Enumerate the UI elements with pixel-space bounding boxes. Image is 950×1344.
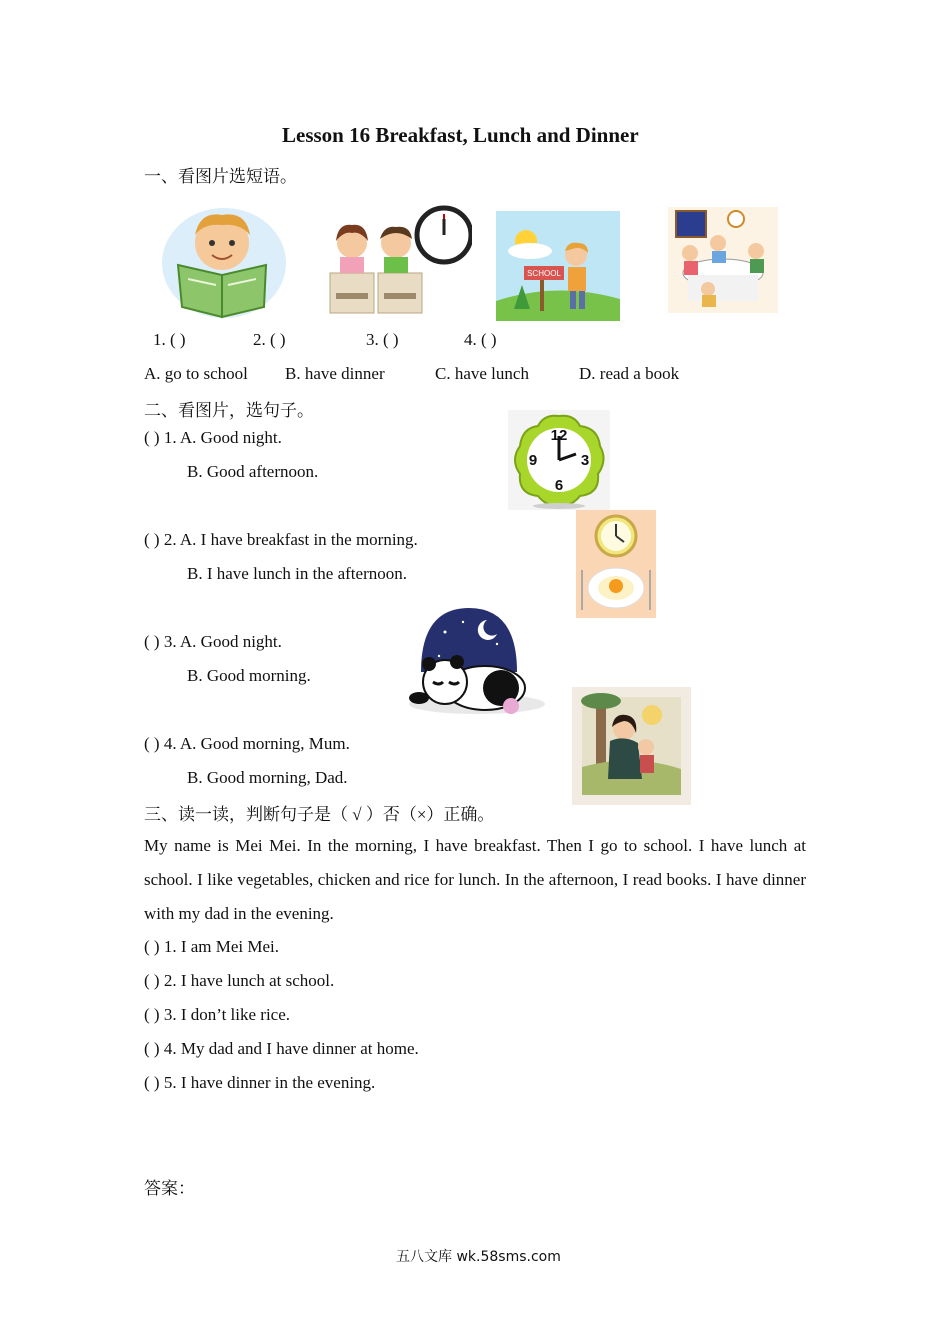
option-c: C. have lunch xyxy=(435,364,529,383)
blank-2[interactable]: 2. ( ) xyxy=(253,330,286,349)
alarm-clock-picture xyxy=(508,410,610,510)
school-sign-text: SCHOOL xyxy=(527,269,561,278)
option-a: A. go to school xyxy=(144,364,248,383)
blank-1[interactable]: 1. ( ) xyxy=(153,330,186,349)
s3-item-5[interactable]: ( ) 5. I have dinner in the evening. xyxy=(144,1073,376,1092)
s2-q1-stem[interactable]: ( ) 1. A. Good night. xyxy=(144,428,282,447)
s2-q4-stem[interactable]: ( ) 4. A. Good morning, Mum. xyxy=(144,734,350,753)
breakfast-egg-picture xyxy=(576,510,656,618)
boy-reading-picture xyxy=(160,205,288,323)
s3-item-3[interactable]: ( ) 3. I don’t like rice. xyxy=(144,1005,291,1024)
option-b: B. have dinner xyxy=(285,364,385,383)
footer-watermark: 五八文库 wk.58sms.com xyxy=(396,1249,561,1265)
s3-item-2[interactable]: ( ) 2. I have lunch at school. xyxy=(144,971,335,990)
svg-text:12: 12 xyxy=(550,427,568,444)
reading-passage: My name is Mei Mei. In the morning, I have breakfast. Then I go to school. I have lunch at school. I like vegetables, chicken and rice for lunch. In the afternoon, I read books. I have dinner with my dad in the evening. xyxy=(144,836,806,923)
mother-child-picture xyxy=(572,687,691,805)
family-dinner-picture xyxy=(668,207,778,313)
blank-3[interactable]: 3. ( ) xyxy=(366,330,399,349)
s2-q1-option-b: B. Good afternoon. xyxy=(187,462,319,481)
section3-heading: 三、读一读，判断句子是（ √ ）否（×）正确。 xyxy=(144,805,495,824)
answer-label: 答案： xyxy=(144,1179,195,1198)
section2-heading: 二、看图片，选句子。 xyxy=(144,401,314,420)
page-title: Lesson 16 Breakfast, Lunch and Dinner xyxy=(282,123,639,147)
sleeping-panda-picture xyxy=(405,604,547,720)
option-d: D. read a book xyxy=(579,364,680,383)
going-to-school-picture xyxy=(496,211,620,321)
svg-text:9: 9 xyxy=(528,452,538,469)
s2-q2-option-b: B. I have lunch in the afternoon. xyxy=(187,564,407,583)
s3-item-4[interactable]: ( ) 4. My dad and I have dinner at home. xyxy=(144,1039,419,1058)
s3-item-1[interactable]: ( ) 1. I am Mei Mei. xyxy=(144,937,280,956)
blank-4[interactable]: 4. ( ) xyxy=(464,330,497,349)
s2-q3-stem[interactable]: ( ) 3. A. Good night. xyxy=(144,632,282,651)
svg-text:3: 3 xyxy=(580,452,590,469)
section1-heading: 一、看图片选短语。 xyxy=(144,167,297,186)
kids-lunch-clock-picture xyxy=(322,205,472,317)
s2-q2-stem[interactable]: ( ) 2. A. I have breakfast in the morning. xyxy=(144,530,418,549)
s2-q4-option-b: B. Good morning, Dad. xyxy=(187,768,348,787)
svg-text:6: 6 xyxy=(554,477,564,494)
s2-q3-option-b: B. Good morning. xyxy=(187,666,311,685)
